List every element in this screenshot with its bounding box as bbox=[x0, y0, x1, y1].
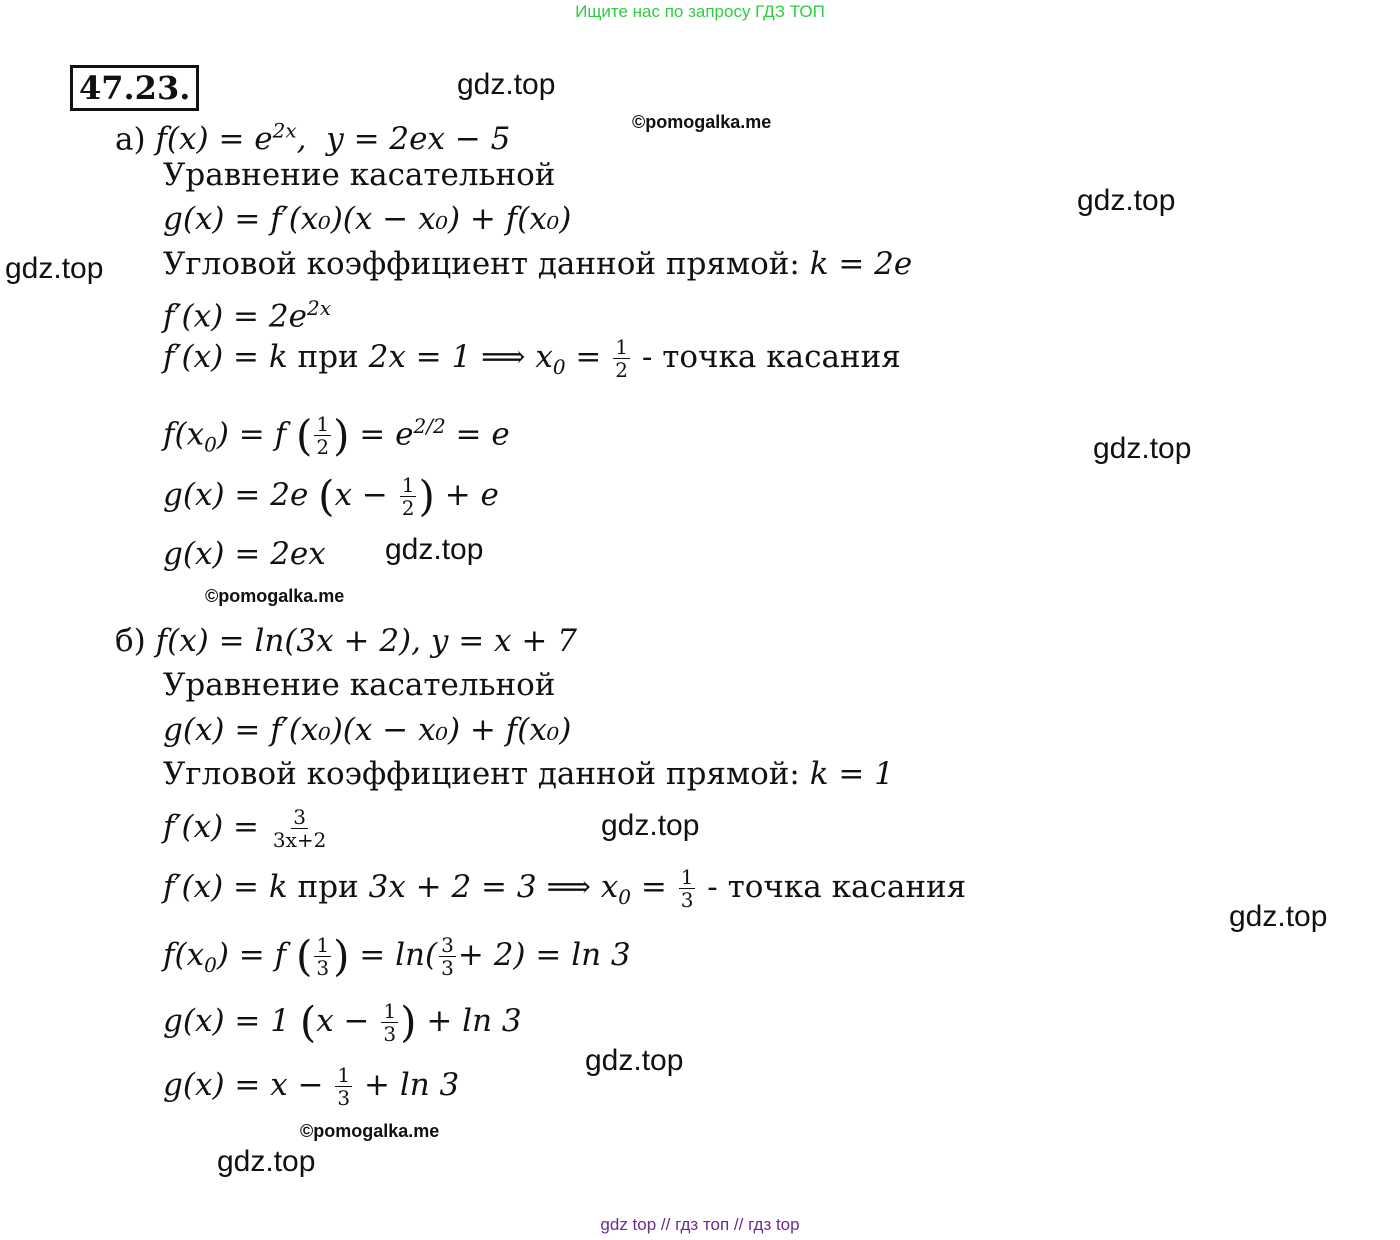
part-a-g-substituted: g(x) = 2e (x − $\frac{1}{2}$ ) + e bbox=[163, 471, 499, 521]
part-b-g-substituted: g(x) = 1 (x − $\frac{1}{3}$ ) + ln 3 bbox=[163, 997, 522, 1047]
part-a-given-formula: $f(x) = e^{2x}$, y = 2ex − 5 bbox=[155, 119, 511, 158]
watermark-pomogalka: ©pomogalka.me bbox=[300, 1121, 440, 1141]
part-a-g-result: g(x) = 2ex bbox=[163, 536, 326, 572]
problem-number: 47.23. bbox=[70, 65, 199, 111]
part-b-point-text: - точка касания bbox=[707, 869, 967, 905]
watermark-pomogalka: ©pomogalka.me bbox=[632, 112, 772, 132]
watermark-gdz: gdz.top bbox=[1093, 432, 1192, 465]
part-b-derivative: f′(x) = $\frac{3}{3x+2}$ bbox=[163, 805, 327, 852]
part-a-slope bbox=[163, 246, 912, 282]
part-a-condition: f′(x) = k при 2x = 1 ⟹ $x_0$ = $\frac{1}{2}$ - точка касания bbox=[163, 335, 901, 382]
watermark-gdz: gdz.top bbox=[5, 252, 104, 285]
watermark-gdz: gdz.top bbox=[217, 1145, 316, 1178]
part-b-g-result: g(x) = x − $\frac{1}{3}$ + ln 3 bbox=[163, 1063, 460, 1110]
watermark-gdz: gdz.top bbox=[601, 809, 700, 842]
part-b-tangent-formula: g(x) = f′(x₀)(x − x₀) + f(x₀) bbox=[163, 712, 572, 748]
watermark-gdz: gdz.top bbox=[1229, 900, 1328, 933]
part-a-slope-text: Угловой коэффициент данной прямой: bbox=[163, 246, 800, 282]
part-b-given bbox=[115, 623, 577, 659]
top-banner: Ищите нас по запросу ГДЗ ТОП bbox=[575, 2, 825, 21]
watermark-gdz: gdz.top bbox=[457, 68, 556, 101]
part-a-point-text: - точка касания bbox=[641, 339, 901, 375]
part-a-f-x0: $f(x_0) = f$ ( $\frac{1}{2}$ ) = $e^{2/2} = e$ bbox=[163, 410, 510, 460]
part-a-tangent-formula: g(x) = f′(x₀)(x − x₀) + f(x₀) bbox=[163, 201, 572, 237]
part-b-slope-text: Угловой коэффициент данной прямой: bbox=[163, 756, 800, 792]
part-b-given-formula: f(x) = ln(3x + 2), y = x + 7 bbox=[155, 623, 577, 659]
watermark-gdz: gdz.top bbox=[385, 533, 484, 566]
part-a-label: а) bbox=[115, 121, 146, 158]
watermark-gdz: gdz.top bbox=[585, 1044, 684, 1077]
part-b-condition: f′(x) = k при 3x + 2 = 3 ⟹ $x_0$ = $\frac{1}{3}$ - точка касания bbox=[163, 865, 967, 912]
part-a-slope-value: k = 2e bbox=[809, 246, 913, 282]
part-a-given bbox=[115, 113, 510, 157]
part-a-derivative: $f'(x) = 2e^{2x}$ bbox=[163, 296, 331, 335]
footer-links[interactable]: gdz top // гдз топ // гдз top bbox=[600, 1215, 800, 1234]
watermark-pomogalka: ©pomogalka.me bbox=[205, 586, 345, 606]
watermark-gdz: gdz.top bbox=[1077, 184, 1176, 217]
part-b-slope-value: k = 1 bbox=[809, 756, 894, 792]
part-b-label: б) bbox=[115, 623, 146, 659]
part-b-slope bbox=[163, 756, 894, 792]
part-b-tangent-title: Уравнение касательной bbox=[163, 667, 556, 703]
part-a-tangent-title: Уравнение касательной bbox=[163, 157, 556, 193]
part-b-f-x0: $f(x_0) = f$ ( $\frac{1}{3}$ ) = ln( $\frac{3}{3}$ + 2) = ln 3 bbox=[163, 931, 631, 981]
